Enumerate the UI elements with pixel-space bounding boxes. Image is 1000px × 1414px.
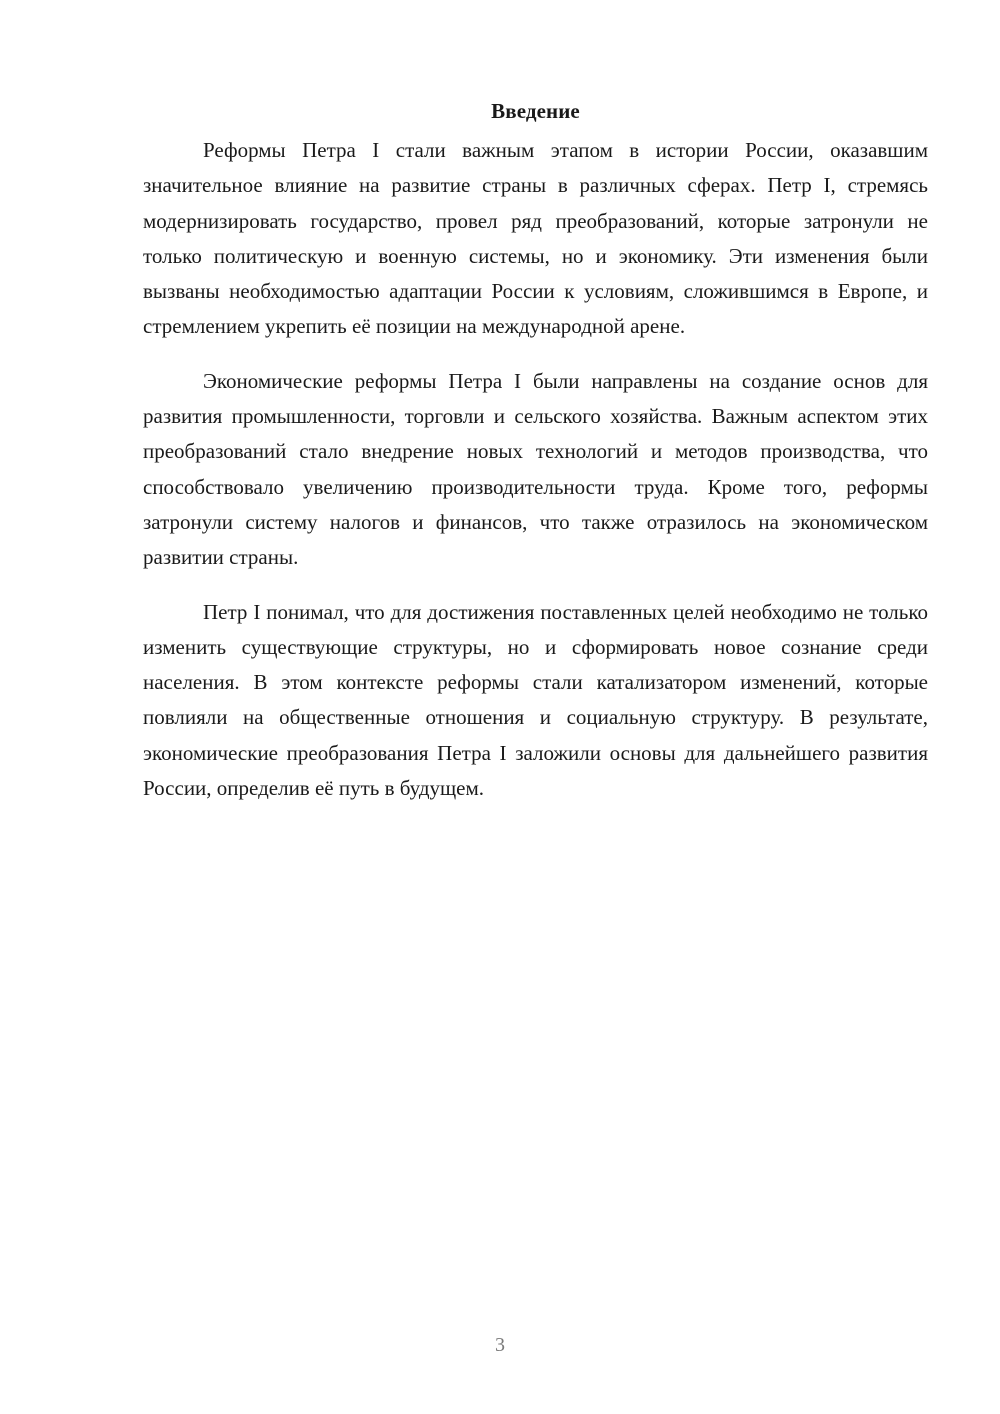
page-number: 3: [495, 1334, 505, 1356]
paragraph-3: Петр I понимал, что для достижения поставленных целей необходимо не только изменить существующие структуры, но и сформировать новое сознание среди населения. В этом контексте реформы стали катализатором изменений, которые повлияли на общественные отношения и социальную структуру. В результате, экономические преобразования Петра I заложили основы для дальнейшего развития России, определив её путь в будущем.: [143, 599, 928, 801]
page-content: [143, 96, 928, 825]
paragraph-1: Реформы Петра I стали важным этапом в истории России, оказавшим значительное влияние на развитие страны в различных сферах. Петр I, стремясь модернизировать государство, провел ряд преобразований, которые затронули не только политическую и военную системы, но и экономику. Эти изменения были вызваны необходимостью адаптации России к условиям, сложившимся в Европе, и стремлением укрепить её позиции на международной арене.: [143, 138, 928, 339]
section-title: Введение: [491, 99, 580, 123]
paragraph-2: Экономические реформы Петра I были направлены на создание основ для развития промышленности, торговли и сельского хозяйства. Важным аспектом этих преобразований стало внедрение новых технологий и методов производства, что способствовало увеличению производительности труда. Кроме того, реформы затронули систему налогов и финансов, что также отразилось на экономическом развитии страны.: [143, 368, 928, 570]
